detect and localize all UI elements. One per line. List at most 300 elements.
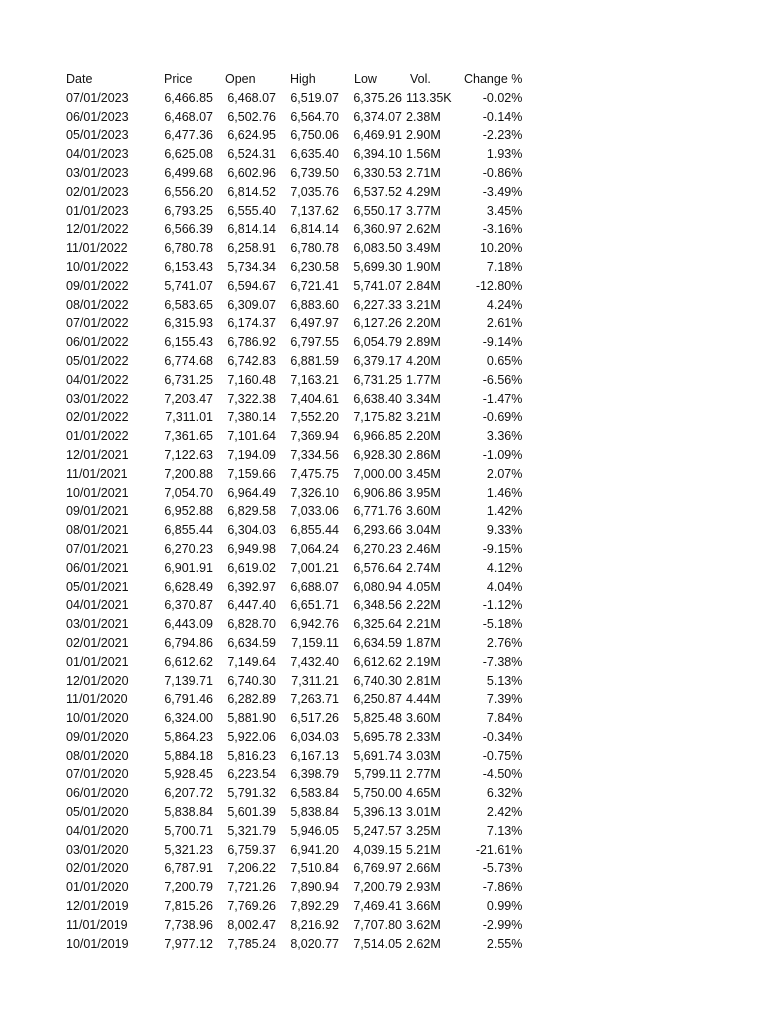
cell-open: 6,742.83 (227, 353, 276, 368)
cell-volume: 2.19M (406, 654, 441, 669)
cell-high: 6,721.41 (290, 278, 339, 293)
cell-price: 6,628.49 (164, 579, 213, 594)
cell-change: -0.86% (482, 165, 523, 180)
cell-low: 5,741.07 (353, 278, 402, 293)
cell-high: 7,432.40 (290, 654, 339, 669)
cell-low: 5,695.78 (353, 729, 402, 744)
cell-high: 6,881.59 (290, 353, 339, 368)
cell-open: 7,322.38 (227, 391, 276, 406)
cell-change: -6.56% (482, 372, 523, 387)
column-header-price: Price (164, 72, 193, 86)
cell-change: 4.04% (486, 579, 523, 594)
cell-open: 6,502.76 (227, 109, 276, 124)
cell-change: -2.23% (482, 128, 523, 143)
cell-price: 6,794.86 (164, 635, 213, 650)
cell-low: 7,200.79 (353, 880, 402, 895)
cell-price: 7,738.96 (164, 917, 213, 932)
cell-high: 6,167.13 (290, 748, 339, 763)
cell-date: 03/01/2021 (66, 617, 129, 632)
cell-date: 08/01/2021 (66, 523, 129, 538)
cell-price: 6,793.25 (164, 203, 213, 218)
cell-volume: 4.44M (406, 692, 441, 707)
cell-change: 0.99% (486, 899, 523, 914)
cell-high: 7,159.11 (291, 635, 339, 650)
cell-open: 6,282.89 (227, 692, 276, 707)
cell-price: 5,864.23 (164, 729, 213, 744)
table-row (66, 803, 522, 822)
cell-open: 7,101.64 (227, 429, 276, 444)
cell-volume: 2.62M (406, 222, 441, 237)
cell-open: 6,555.40 (227, 203, 276, 218)
cell-low: 6,469.91 (353, 128, 402, 143)
cell-date: 12/01/2020 (66, 673, 129, 688)
cell-change: 10.20% (479, 241, 523, 256)
cell-high: 6,034.03 (290, 729, 339, 744)
cell-low: 6,360.97 (353, 222, 402, 237)
cell-date: 06/01/2020 (66, 786, 129, 801)
table-row (66, 371, 522, 390)
cell-change: -0.34% (482, 729, 523, 744)
cell-date: 03/01/2020 (66, 842, 129, 857)
cell-open: 5,791.32 (227, 786, 276, 801)
cell-high: 7,510.84 (290, 861, 339, 876)
cell-price: 5,700.71 (164, 823, 213, 838)
cell-high: 6,941.20 (290, 842, 339, 857)
cell-low: 7,469.41 (353, 899, 402, 914)
cell-change: -1.09% (482, 447, 523, 462)
cell-date: 02/01/2022 (66, 410, 129, 425)
cell-high: 5,838.84 (290, 805, 339, 820)
cell-open: 6,759.37 (227, 842, 276, 857)
cell-low: 7,514.05 (353, 936, 402, 951)
cell-price: 6,556.20 (164, 184, 213, 199)
cell-date: 11/01/2020 (66, 692, 128, 707)
cell-date: 01/01/2022 (66, 429, 129, 444)
cell-change: 6.32% (486, 786, 523, 801)
cell-high: 7,137.62 (290, 203, 339, 218)
cell-price: 7,361.65 (164, 429, 213, 444)
table-row (66, 484, 522, 503)
cell-open: 6,602.96 (227, 165, 276, 180)
cell-date: 01/01/2023 (66, 203, 129, 218)
cell-date: 07/01/2020 (66, 767, 129, 782)
cell-date: 04/01/2020 (66, 823, 129, 838)
cell-open: 6,468.07 (227, 90, 276, 105)
cell-low: 6,769.97 (353, 861, 402, 876)
cell-low: 6,537.52 (353, 184, 402, 199)
cell-high: 6,814.14 (290, 222, 339, 237)
table-row (66, 465, 522, 484)
cell-volume: 3.04M (406, 523, 441, 538)
cell-volume: 4.29M (406, 184, 441, 199)
cell-price: 6,315.93 (164, 316, 213, 331)
cell-price: 5,321.23 (164, 842, 213, 857)
cell-open: 5,922.06 (227, 729, 276, 744)
table-row (66, 559, 522, 578)
cell-low: 5,825.48 (353, 711, 402, 726)
cell-open: 6,814.52 (227, 184, 276, 199)
cell-open: 5,816.23 (227, 748, 276, 763)
cell-low: 7,707.80 (353, 917, 402, 932)
table-row (66, 183, 522, 202)
cell-date: 03/01/2022 (66, 391, 129, 406)
cell-open: 6,828.70 (227, 617, 276, 632)
cell-change: -3.49% (482, 184, 523, 199)
cell-change: 1.46% (486, 485, 523, 500)
cell-open: 5,601.39 (227, 805, 276, 820)
cell-date: 02/01/2023 (66, 184, 129, 199)
cell-open: 6,740.30 (227, 673, 276, 688)
cell-high: 5,946.05 (290, 823, 339, 838)
cell-change: -21.61% (475, 842, 523, 857)
cell-low: 6,394.10 (353, 147, 402, 162)
cell-volume: 2.20M (406, 429, 441, 444)
cell-open: 7,785.24 (227, 936, 276, 951)
cell-high: 7,263.71 (290, 692, 339, 707)
cell-low: 6,270.23 (353, 541, 402, 556)
cell-date: 02/01/2021 (66, 635, 129, 650)
cell-price: 6,952.88 (164, 504, 213, 519)
cell-date: 09/01/2020 (66, 729, 129, 744)
table-row (66, 239, 522, 258)
cell-volume: 3.62M (406, 917, 441, 932)
cell-low: 6,576.64 (353, 560, 402, 575)
column-header-open: Open (225, 72, 256, 86)
cell-date: 12/01/2021 (66, 447, 129, 462)
cell-volume: 3.01M (406, 805, 441, 820)
cell-volume: 3.45M (406, 466, 441, 481)
cell-date: 06/01/2023 (66, 109, 129, 124)
cell-date: 03/01/2023 (66, 165, 129, 180)
cell-volume: 2.66M (406, 861, 441, 876)
table-row (66, 822, 522, 841)
cell-low: 6,550.17 (353, 203, 402, 218)
cell-low: 6,374.07 (353, 109, 402, 124)
table-row (66, 352, 522, 371)
table-row (66, 578, 522, 597)
cell-low: 7,175.82 (353, 410, 402, 425)
cell-high: 6,398.79 (290, 767, 339, 782)
cell-date: 04/01/2021 (66, 598, 129, 613)
cell-price: 6,855.44 (164, 523, 213, 538)
cell-low: 6,771.76 (353, 504, 402, 519)
cell-volume: 2.21M (406, 617, 441, 632)
cell-price: 6,499.68 (164, 165, 213, 180)
table-row (66, 502, 522, 521)
cell-price: 6,468.07 (164, 109, 213, 124)
cell-volume: 2.62M (406, 936, 441, 951)
cell-low: 6,080.94 (353, 579, 402, 594)
cell-price: 6,153.43 (164, 259, 213, 274)
cell-change: -0.02% (482, 90, 523, 105)
cell-date: 05/01/2023 (66, 128, 129, 143)
cell-open: 6,949.98 (227, 541, 276, 556)
cell-price: 6,270.23 (164, 541, 213, 556)
cell-date: 05/01/2021 (66, 579, 129, 594)
cell-price: 5,928.45 (164, 767, 213, 782)
cell-change: 7.39% (486, 692, 523, 707)
table-row (66, 709, 522, 728)
cell-date: 07/01/2023 (66, 90, 129, 105)
table-row (66, 446, 522, 465)
cell-volume: 2.46M (406, 541, 441, 556)
cell-price: 6,625.08 (164, 147, 213, 162)
cell-volume: 2.81M (406, 673, 441, 688)
cell-open: 5,321.79 (227, 823, 276, 838)
table-row (66, 690, 522, 709)
table-row (66, 653, 522, 672)
cell-high: 6,517.26 (290, 711, 339, 726)
cell-volume: 3.34M (406, 391, 441, 406)
cell-change: -12.80% (475, 278, 523, 293)
cell-price: 6,443.09 (164, 617, 213, 632)
cell-price: 6,155.43 (164, 335, 213, 350)
table-row (66, 390, 522, 409)
cell-volume: 2.90M (406, 128, 441, 143)
cell-low: 6,293.66 (353, 523, 402, 538)
cell-low: 6,127.26 (353, 316, 402, 331)
cell-volume: 3.21M (406, 297, 441, 312)
cell-change: 2.42% (486, 805, 523, 820)
cell-low: 5,691.74 (353, 748, 402, 763)
cell-volume: 2.71M (406, 165, 441, 180)
cell-price: 6,477.36 (164, 128, 213, 143)
cell-change: -0.14% (482, 109, 523, 124)
cell-date: 01/01/2021 (66, 654, 129, 669)
cell-low: 6,740.30 (353, 673, 402, 688)
table-row (66, 333, 522, 352)
cell-volume: 2.38M (406, 109, 441, 124)
cell-change: 3.45% (486, 203, 523, 218)
cell-open: 6,309.07 (227, 297, 276, 312)
cell-high: 6,651.71 (290, 598, 339, 613)
cell-date: 01/01/2020 (66, 880, 129, 895)
table-row (66, 220, 522, 239)
cell-high: 7,369.94 (290, 429, 339, 444)
cell-volume: 5.21M (406, 842, 441, 857)
cell-date: 08/01/2022 (66, 297, 129, 312)
column-header-date: Date (66, 72, 93, 86)
cell-change: 4.24% (486, 297, 523, 312)
cell-low: 5,799.11 (354, 767, 402, 782)
cell-change: 3.36% (486, 429, 523, 444)
cell-low: 6,250.87 (353, 692, 402, 707)
cell-change: -4.50% (482, 767, 523, 782)
cell-change: 9.33% (486, 523, 523, 538)
cell-volume: 113.35K (406, 90, 452, 105)
table-row (66, 784, 522, 803)
table-row (66, 878, 522, 897)
cell-change: -0.75% (482, 748, 523, 763)
cell-date: 12/01/2022 (66, 222, 129, 237)
cell-high: 6,883.60 (290, 297, 339, 312)
table-row (66, 126, 522, 145)
table-row (66, 521, 522, 540)
table-row (66, 145, 522, 164)
cell-low: 6,325.64 (353, 617, 402, 632)
cell-high: 7,475.75 (290, 466, 339, 481)
cell-change: 2.07% (486, 466, 523, 481)
cell-volume: 3.25M (406, 823, 441, 838)
cell-high: 7,334.56 (290, 447, 339, 462)
cell-date: 04/01/2022 (66, 372, 129, 387)
cell-price: 6,731.25 (164, 372, 213, 387)
cell-volume: 2.93M (406, 880, 441, 895)
cell-change: -7.38% (482, 654, 523, 669)
cell-price: 7,200.79 (164, 880, 213, 895)
cell-high: 7,001.21 (290, 560, 339, 575)
cell-high: 6,230.58 (290, 259, 339, 274)
cell-low: 7,000.00 (353, 466, 402, 481)
cell-volume: 3.77M (406, 203, 441, 218)
cell-volume: 2.89M (406, 335, 441, 350)
cell-high: 7,033.06 (290, 504, 339, 519)
cell-low: 6,379.17 (353, 353, 402, 368)
cell-price: 7,054.70 (164, 485, 213, 500)
table-row (66, 596, 522, 615)
cell-date: 11/01/2019 (66, 917, 128, 932)
cell-low: 6,083.50 (353, 241, 402, 256)
cell-date: 06/01/2021 (66, 560, 129, 575)
cell-price: 7,815.26 (164, 899, 213, 914)
cell-date: 04/01/2023 (66, 147, 129, 162)
cell-low: 6,054.79 (353, 335, 402, 350)
table-row (66, 258, 522, 277)
table-body (66, 89, 522, 954)
cell-high: 6,739.50 (290, 165, 339, 180)
price-history-table (66, 70, 522, 953)
table-row (66, 314, 522, 333)
cell-volume: 1.87M (406, 635, 441, 650)
cell-low: 6,906.86 (353, 485, 402, 500)
cell-change: -7.86% (482, 880, 523, 895)
cell-change: 7.18% (486, 259, 523, 274)
cell-open: 7,159.66 (227, 466, 276, 481)
cell-open: 6,624.95 (227, 128, 276, 143)
table-row (66, 747, 522, 766)
cell-low: 6,731.25 (353, 372, 402, 387)
cell-volume: 2.74M (406, 560, 441, 575)
cell-change: -3.16% (482, 222, 523, 237)
cell-high: 7,326.10 (290, 485, 339, 500)
cell-low: 6,348.56 (353, 598, 402, 613)
cell-open: 6,223.54 (227, 767, 276, 782)
cell-open: 6,786.92 (227, 335, 276, 350)
cell-price: 7,311.01 (165, 410, 213, 425)
cell-price: 5,838.84 (164, 805, 213, 820)
cell-volume: 1.56M (406, 147, 441, 162)
cell-open: 6,829.58 (227, 504, 276, 519)
cell-change: 5.13% (486, 673, 523, 688)
cell-date: 05/01/2020 (66, 805, 129, 820)
cell-volume: 2.33M (406, 729, 441, 744)
cell-price: 7,139.71 (164, 673, 213, 688)
cell-date: 11/01/2022 (66, 241, 128, 256)
cell-high: 6,635.40 (290, 147, 339, 162)
cell-high: 7,064.24 (290, 541, 339, 556)
table-row (66, 164, 522, 183)
cell-change: -5.73% (482, 861, 523, 876)
cell-open: 6,174.37 (227, 316, 276, 331)
cell-high: 8,216.92 (290, 917, 339, 932)
cell-low: 5,247.57 (353, 823, 402, 838)
cell-volume: 4.20M (406, 353, 441, 368)
cell-high: 6,942.76 (290, 617, 339, 632)
cell-volume: 3.66M (406, 899, 441, 914)
cell-date: 09/01/2021 (66, 504, 129, 519)
cell-price: 6,583.65 (164, 297, 213, 312)
cell-price: 6,207.72 (164, 786, 213, 801)
cell-change: 2.61% (486, 316, 523, 331)
cell-open: 6,447.40 (227, 598, 276, 613)
cell-price: 6,780.78 (164, 241, 213, 256)
cell-open: 6,392.97 (227, 579, 276, 594)
cell-price: 7,203.47 (164, 391, 213, 406)
cell-high: 8,020.77 (290, 936, 339, 951)
cell-change: 4.12% (486, 560, 523, 575)
cell-change: -0.69% (482, 410, 523, 425)
cell-high: 6,750.06 (290, 128, 339, 143)
cell-change: 2.76% (486, 635, 523, 650)
column-header-volume: Vol. (410, 72, 431, 86)
cell-low: 6,966.85 (353, 429, 402, 444)
table-row (66, 765, 522, 784)
cell-volume: 3.95M (406, 485, 441, 500)
cell-change: -1.12% (482, 598, 523, 613)
table-row (66, 672, 522, 691)
cell-high: 7,890.94 (290, 880, 339, 895)
cell-low: 6,227.33 (353, 297, 402, 312)
cell-change: 2.55% (486, 936, 523, 951)
cell-change: -2.99% (482, 917, 523, 932)
cell-date: 08/01/2020 (66, 748, 129, 763)
table-row (66, 841, 522, 860)
cell-open: 5,881.90 (227, 711, 276, 726)
cell-open: 5,734.34 (227, 259, 276, 274)
cell-change: -1.47% (482, 391, 523, 406)
cell-date: 12/01/2019 (66, 899, 129, 914)
cell-change: 7.84% (486, 711, 523, 726)
table-row (66, 935, 522, 954)
column-header-low: Low (354, 72, 377, 86)
table-row (66, 540, 522, 559)
cell-open: 7,149.64 (227, 654, 276, 669)
cell-open: 7,206.22 (227, 861, 276, 876)
cell-low: 6,638.40 (353, 391, 402, 406)
cell-change: -9.14% (482, 335, 523, 350)
table-row (66, 108, 522, 127)
table-row (66, 89, 522, 108)
cell-open: 6,304.03 (227, 523, 276, 538)
cell-open: 7,160.48 (227, 372, 276, 387)
table-row (66, 728, 522, 747)
cell-open: 6,964.49 (227, 485, 276, 500)
cell-high: 6,780.78 (290, 241, 339, 256)
cell-high: 6,688.07 (290, 579, 339, 594)
cell-open: 6,619.02 (227, 560, 276, 575)
cell-high: 7,035.76 (290, 184, 339, 199)
cell-price: 6,466.85 (164, 90, 213, 105)
cell-high: 6,519.07 (290, 90, 339, 105)
cell-high: 6,564.70 (290, 109, 339, 124)
cell-volume: 2.86M (406, 447, 441, 462)
cell-volume: 1.90M (406, 259, 441, 274)
cell-price: 6,901.91 (164, 560, 213, 575)
cell-volume: 3.03M (406, 748, 441, 763)
cell-price: 6,787.91 (164, 861, 213, 876)
cell-open: 8,002.47 (227, 917, 276, 932)
table-row (66, 634, 522, 653)
